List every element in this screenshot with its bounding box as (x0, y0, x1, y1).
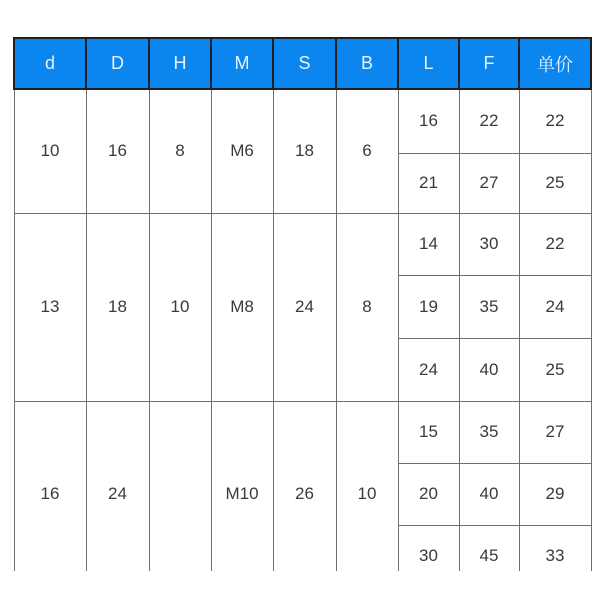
cell-F: 27 (459, 153, 519, 213)
cell-L: 16 (398, 89, 459, 153)
cell-L: 24 (398, 338, 459, 401)
cell-price: 33 (519, 525, 591, 571)
cell-price: 29 (519, 463, 591, 525)
cell-M: M10 (211, 401, 273, 571)
header-M: M (211, 38, 273, 89)
cell-S: 18 (273, 89, 336, 213)
table-row (14, 213, 591, 275)
cell-D: 16 (86, 89, 149, 213)
spec-price-table-wrapper (13, 37, 592, 571)
header-B: B (336, 38, 398, 89)
cell-M: M6 (211, 89, 273, 213)
cell-M: M8 (211, 213, 273, 401)
cell-D: 24 (86, 401, 149, 571)
cell-price: 27 (519, 401, 591, 463)
cell-S: 26 (273, 401, 336, 571)
cell-d: 10 (14, 89, 86, 213)
cell-B: 6 (336, 89, 398, 213)
cell-H (149, 401, 211, 571)
cell-price: 24 (519, 275, 591, 338)
cell-F: 30 (459, 213, 519, 275)
header-d: d (14, 38, 86, 89)
cell-L: 14 (398, 213, 459, 275)
cell-B: 8 (336, 213, 398, 401)
cell-F: 22 (459, 89, 519, 153)
cell-F: 40 (459, 338, 519, 401)
cell-B: 10 (336, 401, 398, 571)
cell-L: 19 (398, 275, 459, 338)
header-L: L (398, 38, 459, 89)
cell-F: 35 (459, 401, 519, 463)
cell-F: 35 (459, 275, 519, 338)
cell-price: 25 (519, 153, 591, 213)
cell-price: 22 (519, 89, 591, 153)
cell-F: 45 (459, 525, 519, 571)
cell-price: 22 (519, 213, 591, 275)
header-H: H (149, 38, 211, 89)
cell-H: 10 (149, 213, 211, 401)
table-row (14, 401, 591, 463)
cell-price: 25 (519, 338, 591, 401)
cell-L: 21 (398, 153, 459, 213)
header-price: 单价 (519, 38, 591, 89)
spec-price-table (13, 37, 592, 571)
cell-S: 24 (273, 213, 336, 401)
cell-L: 15 (398, 401, 459, 463)
cell-H: 8 (149, 89, 211, 213)
cell-L: 20 (398, 463, 459, 525)
header-row (14, 38, 591, 89)
cell-d: 13 (14, 213, 86, 401)
cell-L: 30 (398, 525, 459, 571)
table-row (14, 89, 591, 153)
header-D: D (86, 38, 149, 89)
cell-d: 16 (14, 401, 86, 571)
cell-F: 40 (459, 463, 519, 525)
header-F: F (459, 38, 519, 89)
header-S: S (273, 38, 336, 89)
cell-D: 18 (86, 213, 149, 401)
